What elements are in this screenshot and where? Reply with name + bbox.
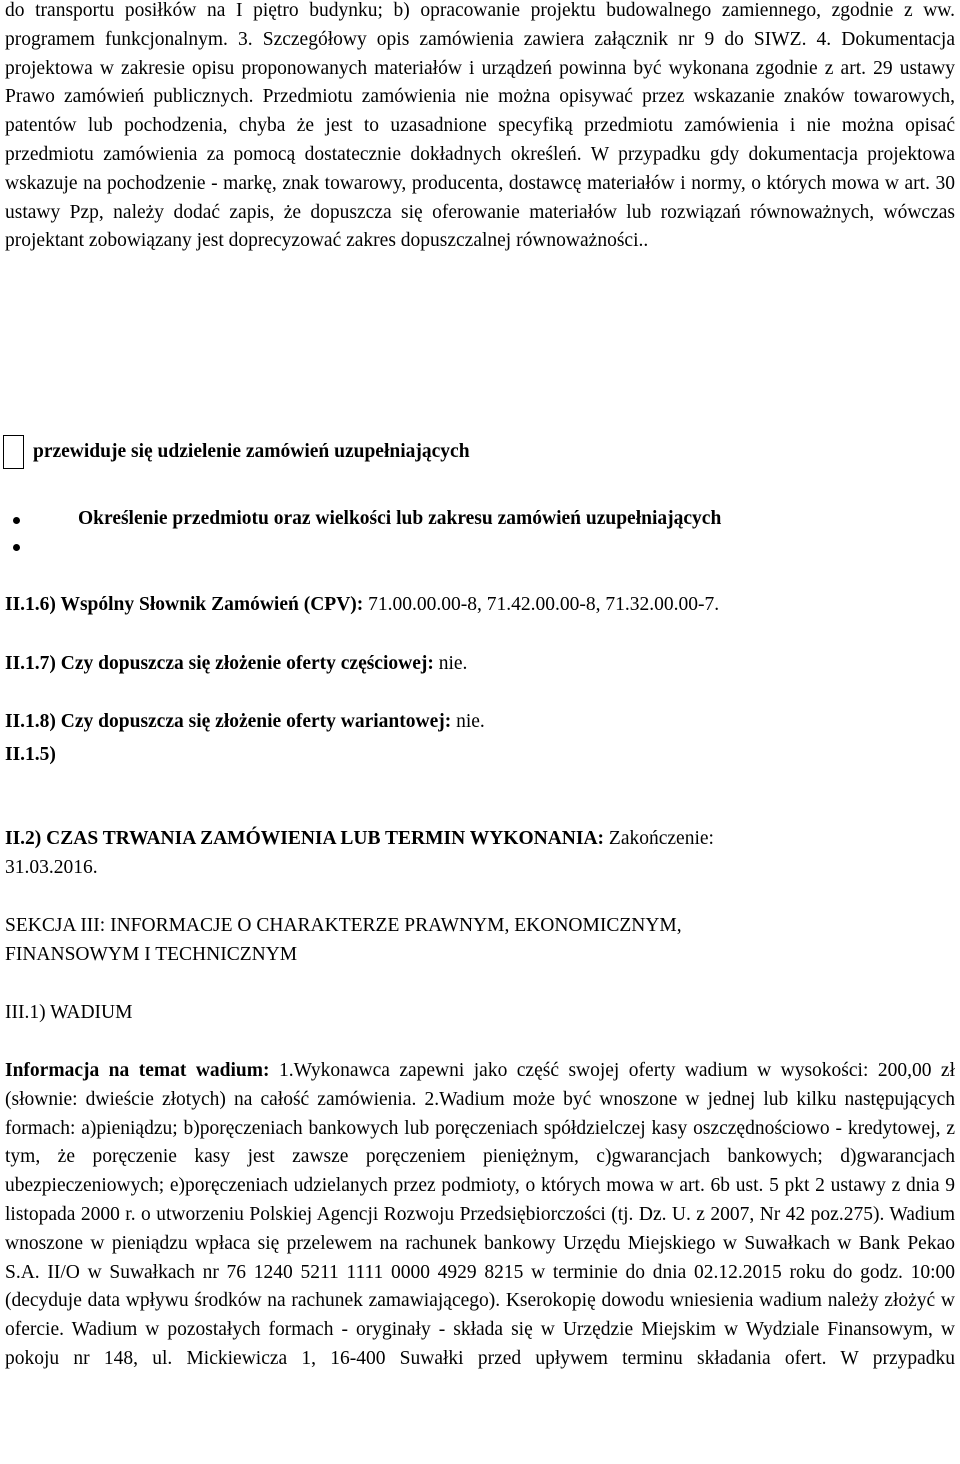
duration-date: 31.03.2016. [5,857,98,878]
partial-offer-label: II.1.7) Czy dopuszcza się złożenie oferty częściowej: [5,653,434,674]
variant-offer-label: II.1.8) Czy dopuszcza się złożenie oferty wariantowej: [5,711,452,732]
section-heading-ii-1-5: II.1.5) [5,744,56,765]
cpv-line [5,591,719,619]
wadium-paragraph [5,1057,955,1374]
duration-label: II.2) CZAS TRWANIA ZAMÓWIENIA LUB TERMIN WYKONANIA: [5,828,605,849]
cpv-label: II.1.6) Wspólny Słownik Zamówień (CPV): [5,594,364,615]
supplementary-orders-checkbox[interactable] [3,435,24,469]
partial-offer-line [5,650,467,678]
supplementary-scope-item: Określenie przedmiotu oraz wielkości lub zakresu zamówień uzupełniających [78,508,722,529]
section-iii-title-line1: SEKCJA III: INFORMACJE O CHARAKTERZE PRAWNYM, EKONOMICZNYM, [5,915,682,936]
bullet-icon [13,544,20,551]
cpv-value: 71.00.00.00-8, 71.42.00.00-8, 71.32.00.00-7. [368,594,720,615]
wadium-label: Informacja na temat wadium: [5,1060,270,1081]
scope-description-paragraph: do transportu posiłków na I piętro budynku; b) opracowanie projektu budowalnego zamiennego, zgodnie z ww. programem funkcjonalnym. 3. Szczegółowy opis zamówienia zawiera załącznik nr 9 do SIWZ. 4. Dokumentacja projektowa w zakresie opisu proponowanych materiałów i urządzeń powinna być wykonana zgodnie z art. 29 ustawy Prawo zamówień publicznych. Przedmiotu zamówienia nie można opisywać przez wskazanie znaków towarowych, patentów lub pochodzenia, chyba że jest to uzasadnione specyfiką przedmiotu zamówienia i nie można opisać przedmiotu zamówienia za pomocą dostatecznie dokładnych określeń. W przypadku gdy dokumentacja projektowa wskazuje na pochodzenie - markę, znak towarowy, producenta, dostawcę materiałów i normy, o których mowa w art. 30 ustawy Pzp, należy dodać zapis, że dopuszcza się oferowanie materiałów lub rozwiązań równoważnych, wówczas projektant zobowiązany jest doprecyzować zakres dopuszczalnej równoważności.. [5,0,955,252]
variant-offer-line [5,708,485,736]
bullet-icon [13,517,20,524]
partial-offer-value: nie. [438,653,468,674]
wadium-heading: III.1) WADIUM [5,1002,133,1023]
supplementary-orders-label: przewiduje się udzielenie zamówień uzupełniających [33,441,470,462]
duration-line [5,825,714,853]
wadium-text: 1.Wykonawca zapewni jako część swojej oferty wadium w wysokości: 200,00 zł (słownie: dwieście złotych) na całość zamówienia. 2.Wadium może być wnoszone w jednej lub kilku następujących formach: a)pieniądzu; b)poręczeniach bankowych lub poręczeniach spółdzielczej kasy oszczędnościowo - kredytowej, z tym, że poręczenie kasy jest zawsze poręczeniem pieniężnym, c)gwarancjach bankowych; d)gwarancjach ubezpieczeniowych; e)poręczeniach udzielanych przez podmioty, o których mowa w art. 6b ust. 5 pkt 2 ustawy z dnia 9 listopada 2000 r. o utworzeniu Polskiej Agencji Rozwoju Przedsiębiorczości (tj. Dz. U. z 2007, Nr 42 poz.275). Wadium wnoszone w pieniądzu wpłaca się przelewem na rachunek bankowy Urzędu Miejskiego w Suwałkach w Bank Pekao S.A. II/O w Suwałkach nr 76 1240 5211 1111 0000 4929 8215 w terminie do dnia 02.12.2015 roku do godz. 10:00 (decyduje data wpływu środków na rachunek zamawiającego). Kserokopię dowodu wniesienia wadium należy złożyć w ofercie. Wadium w pozostałych formach - oryginały - składa się w Urzędzie Miejskim w Wydziale Finansowym, w pokoju nr 148, ul. Mickiewicza 1, 16-400 Suwałki przed upływem terminu składania ofert. W przypadku [5,1060,955,1369]
duration-value: Zakończenie: [608,828,714,849]
variant-offer-value: nie. [456,711,485,732]
section-iii-title-line2: FINANSOWYM I TECHNICZNYM [5,944,298,965]
